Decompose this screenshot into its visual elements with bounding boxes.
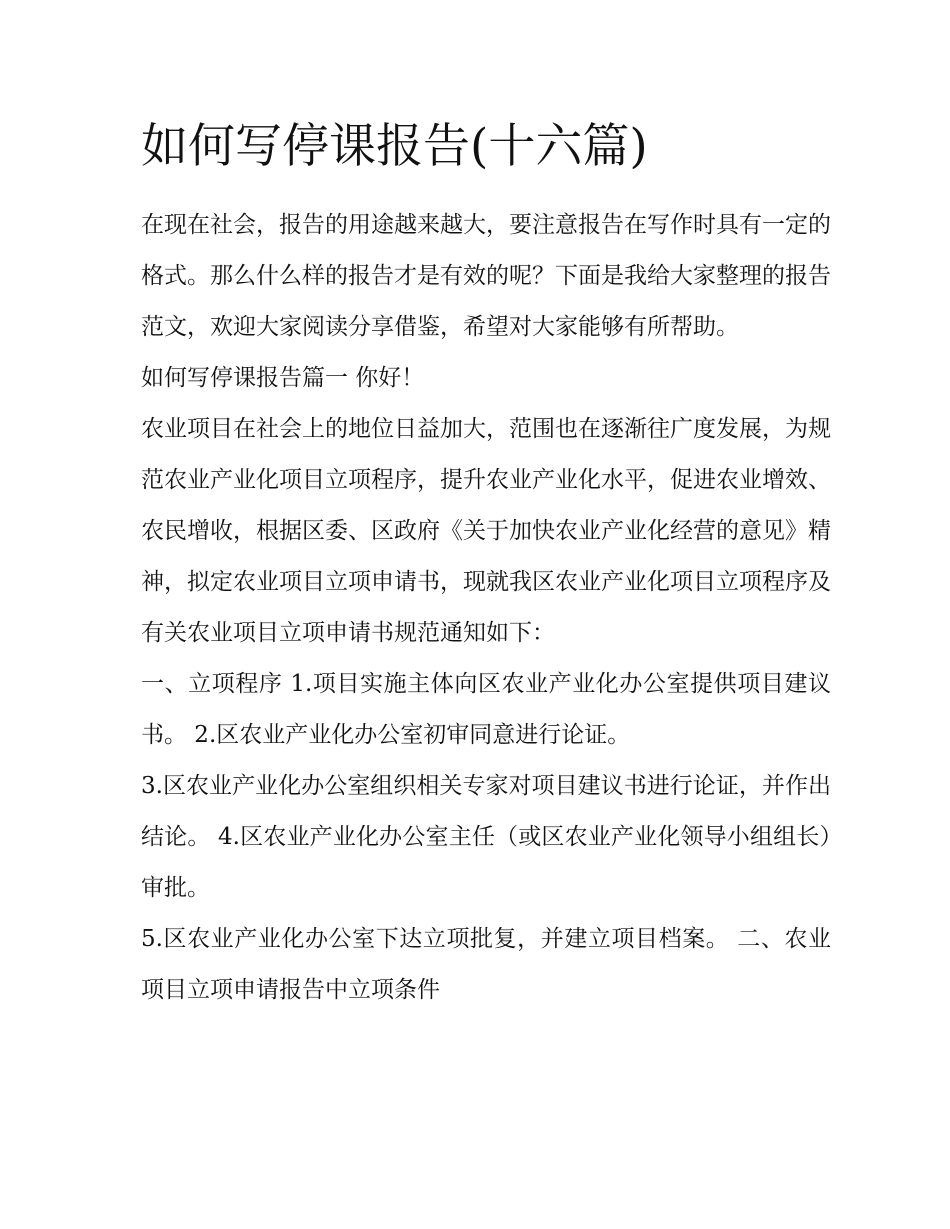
section-heading: 如何写停课报告篇一 你好！ — [141, 365, 425, 391]
body-paragraph: 一、立项程序 1.项目实施主体向区农业产业化办公室提供项目建议书。 2.区农业产业化办公室初审同意进行论证。 — [141, 671, 831, 748]
document-title: 如何写停课报告(十六篇) — [141, 119, 648, 174]
body-paragraph: 农业项目在社会上的地位日益加大，范围也在逐渐往广度发展，为规范农业产业化项目立项程序，提升农业产业化水平，促进农业增效、农民增收，根据区委、区政府《关于加快农业产业化经营的意见》精神，拟定农业项目立项申请书，现就我区农业产业化项目立项程序及有关农业项目立项申请书规范通知如下： — [141, 416, 831, 646]
document-page — [141, 112, 831, 1016]
body-paragraph: 5.区农业产业化办公室下达立项批复，并建立项目档案。 二、农业项目立项申请报告中立项条件 — [141, 926, 831, 1003]
body-paragraph: 3.区农业产业化办公室组织相关专家对项目建议书进行论证，并作出结论。 4.区农业产业化办公室主任（或区农业产业化领导小组组长）审批。 — [141, 773, 831, 901]
intro-paragraph: 在现在社会，报告的用途越来越大，要注意报告在写作时具有一定的格式。那么什么样的报告才是有效的呢？下面是我给大家整理的报告范文，欢迎大家阅读分享借鉴，希望对大家能够有所帮助。 — [141, 212, 831, 340]
